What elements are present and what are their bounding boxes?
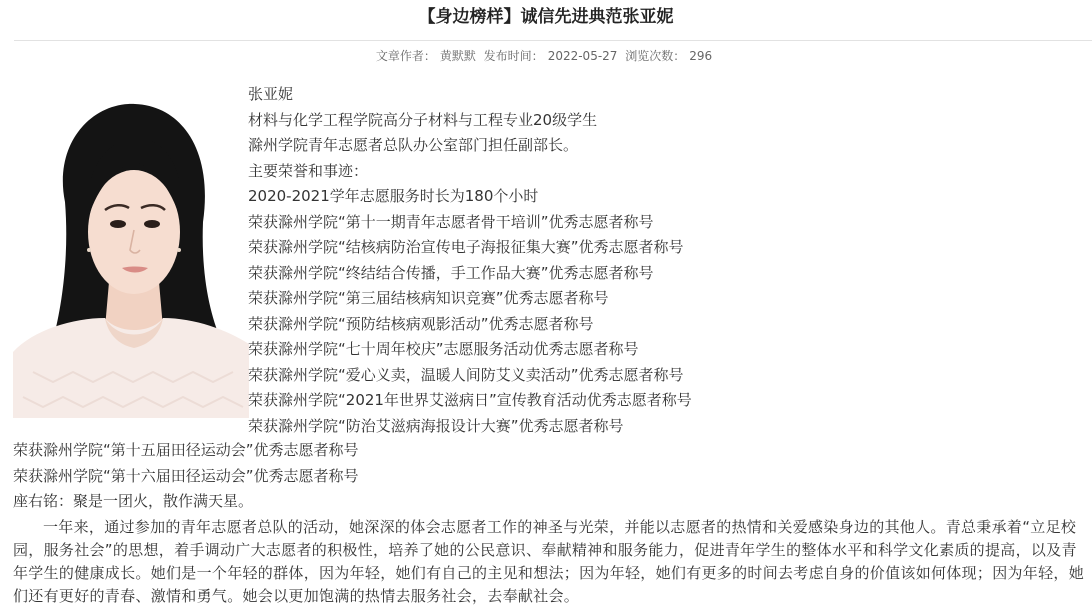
profile-details <box>248 82 1088 439</box>
author-name: 黄默默 <box>439 49 476 63</box>
article-meta <box>0 46 1092 66</box>
honors-heading: 主要荣誉和事迹： <box>248 161 369 180</box>
motto: 座右铭：聚是一团火，散作满天星。 <box>13 492 254 510</box>
honor-item: 荣获滁州学院“第十六届田径运动会”优秀志愿者称号 <box>13 466 359 485</box>
honor-item: 荣获滁州学院“2021年世界艾滋病日”宣传教育活动优秀志愿者称号 <box>248 391 692 409</box>
summary-paragraph: 一年来，通过参加的青年志愿者总队的活动，她深深的体会志愿者工作的神圣与光荣，并能以志愿者的热情和关爱感染身边的其他人。青总秉承着“立足校园，服务社会”的思想，着手调动广大志愿者的积极性，培养了她的公民意识、奉献精神和服务能力，促进青年学生的整体水平和科学文化素质的提高，以及青年学生的健康成长。她们是一个年轻的群体，因为年轻，她们有自己的主见和想法；因为年轻，她们有更多的时间去考虑自身的价值该如何体现；因为年轻，她们还有更好的青春、激情和勇气。她会以更加饱满的热情去服务社会，去奉献社会。 <box>13 517 1085 605</box>
date-label: 发布时间： <box>483 49 544 63</box>
honor-item: 荣获滁州学院“第三届结核病知识竞赛”优秀志愿者称号 <box>248 289 609 307</box>
author-label: 文章作者： <box>375 49 436 63</box>
honor-item: 荣获滁州学院“第十一期青年志愿者骨干培训”优秀志愿者称号 <box>248 212 654 231</box>
views-label: 浏览次数： <box>625 49 686 63</box>
honor-item: 荣获滁州学院“结核病防治宣传电子海报征集大赛”优秀志愿者称号 <box>248 238 684 256</box>
honor-item: 荣获滁州学院“终结结合传播，手工作品大赛”优秀志愿者称号 <box>248 263 654 282</box>
position-title: 滁州学院青年志愿者总队办公室部门担任副部长。 <box>248 136 579 154</box>
publish-date: 2022-05-27 <box>547 49 618 63</box>
student-name: 张亚妮 <box>248 85 294 103</box>
view-count: 296 <box>689 49 713 63</box>
honor-item: 荣获滁州学院“爱心义卖，温暖人间防艾义卖活动”优秀志愿者称号 <box>248 365 684 384</box>
title-divider <box>14 40 1092 41</box>
portrait-photo <box>13 82 249 418</box>
profile-continued <box>13 438 1091 608</box>
honor-item: 荣获滁州学院“第十五届田径运动会”优秀志愿者称号 <box>13 441 359 459</box>
honor-item: 荣获滁州学院“预防结核病观影活动”优秀志愿者称号 <box>248 314 594 333</box>
college-major: 材料与化学工程学院高分子材料与工程专业20级学生 <box>248 110 598 129</box>
honor-item: 荣获滁州学院“防治艾滋病海报设计大赛”优秀志愿者称号 <box>248 416 624 435</box>
honor-item: 荣获滁州学院“七十周年校庆”志愿服务活动优秀志愿者称号 <box>248 340 639 358</box>
service-hours: 2020-2021学年志愿服务时长为180个小时 <box>248 187 539 205</box>
article-title: 【身边榜样】诚信先进典范张亚妮 <box>418 7 674 27</box>
